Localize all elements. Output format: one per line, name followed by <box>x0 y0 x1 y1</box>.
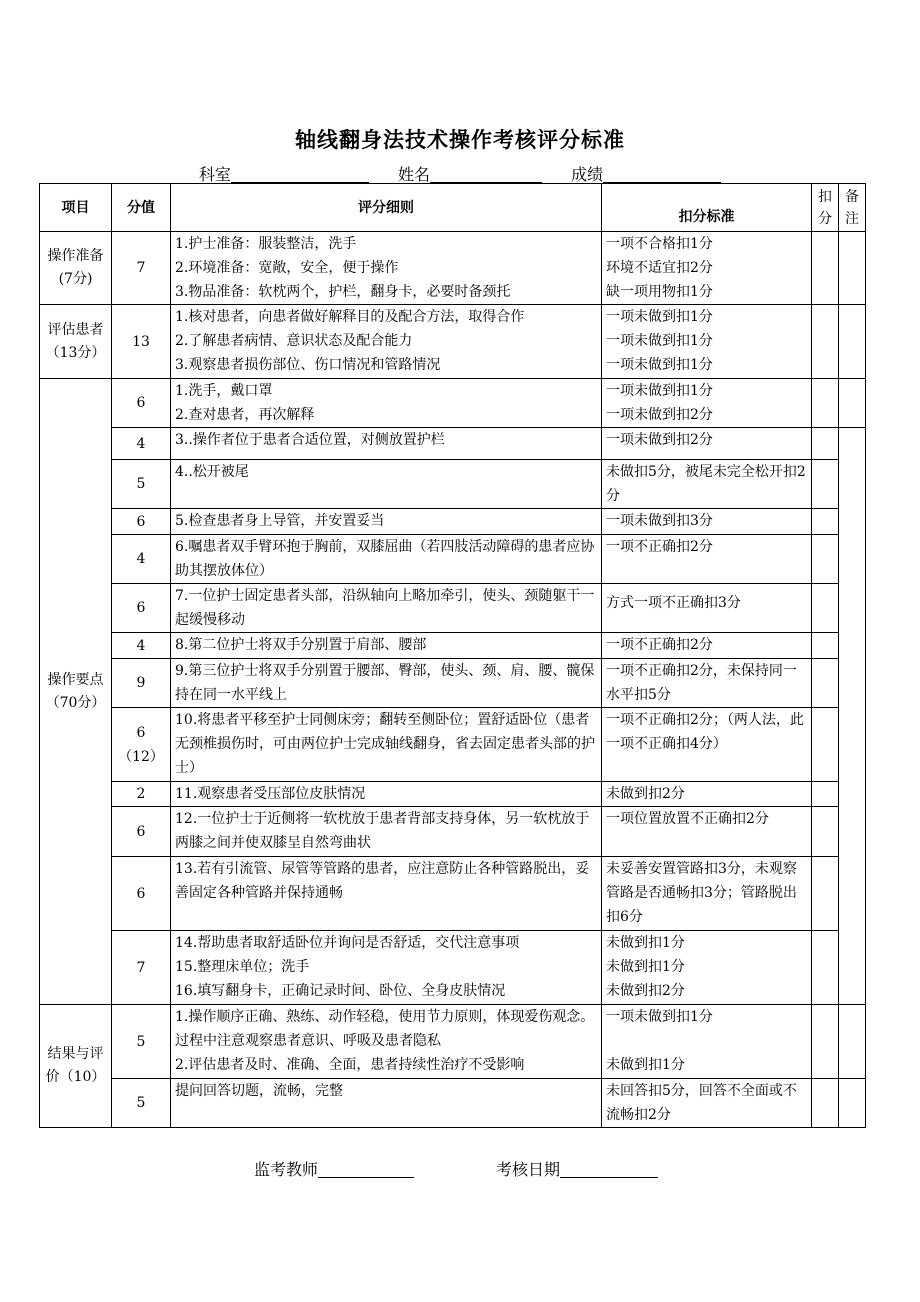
deduction-text: 未妥善安置管路扣3分，未观察管路是否通畅扣3分；管路脱出扣6分 <box>606 861 797 925</box>
detail-line: 3..操作者位于患者合适位置，对侧放置护栏 <box>175 432 445 448</box>
deduction-cell <box>602 305 812 379</box>
table-row <box>40 1005 866 1079</box>
category-cell: 操作要点（70分） <box>40 379 112 1005</box>
detail-cell <box>171 232 602 305</box>
examiner-blank <box>318 1161 414 1178</box>
detail-text: 1.操作顺序正确、熟练、动作轻稳，使用节力原则，体现爱伤观念。过程中注意观察患者意识、呼吸及患者隐私 <box>175 1009 595 1049</box>
deduction-spacer <box>606 1029 807 1053</box>
detail-text: 12.一位护士于近侧将一软枕放于患者背部支持身体，另一软枕放于两膝之间并使双膝呈自然弯曲状 <box>175 811 590 851</box>
deduct-points-cell <box>812 1079 839 1128</box>
deduction-line: 一项未做到扣1分 <box>606 1009 713 1025</box>
category-cell: 结果与评价（10） <box>40 1005 112 1128</box>
deduct-points-cell <box>812 584 839 633</box>
deduction-cell <box>602 633 812 659</box>
deduction-cell <box>602 782 812 807</box>
detail-cell <box>171 379 602 428</box>
deduct-points-cell <box>812 379 839 428</box>
date-blank <box>560 1161 658 1178</box>
deduction-cell <box>602 428 812 460</box>
table-row <box>40 708 866 782</box>
detail-cell <box>171 509 602 535</box>
deduct-points-cell <box>812 807 839 857</box>
score-field <box>571 165 721 184</box>
detail-line: 1.洗手，戴口罩 <box>175 383 273 399</box>
category-cell: 评估患者（13分） <box>40 305 112 379</box>
deduct-points-cell <box>812 708 839 782</box>
score-blank <box>603 166 721 183</box>
deduction-text: 未做扣5分，被尾未完全松开扣2分 <box>606 464 806 504</box>
header-remarks: 备注 <box>839 184 866 232</box>
page-title: 轴线翻身法技术操作考核评分标准 <box>295 127 625 152</box>
exam-info-line <box>0 162 920 185</box>
table-row <box>40 428 866 460</box>
table-row <box>40 584 866 633</box>
deduction-text: 未回答扣5分，回答不全面或不流畅扣2分 <box>606 1083 797 1123</box>
table-row <box>40 633 866 659</box>
name-blank <box>430 166 542 183</box>
score-cell: 4 <box>112 535 171 584</box>
table-row <box>40 379 866 428</box>
detail-line: 4..松开被尾 <box>175 464 249 480</box>
detail-line: 提问回答切题，流畅，完整 <box>175 1083 343 1099</box>
table-row <box>40 460 866 509</box>
deduct-points-cell <box>812 305 839 379</box>
score-cell: 6 <box>112 584 171 633</box>
score-cell: 4 <box>112 428 171 460</box>
deduction-cell <box>602 535 812 584</box>
deduction-line: 一项不合格扣1分 <box>606 236 713 252</box>
deduction-line: 一项未做到扣3分 <box>606 513 713 529</box>
detail-line: 2.环境准备：宽敞，安全，便于操作 <box>175 260 399 276</box>
deduction-line: 一项未做到扣1分 <box>606 357 713 373</box>
deduction-line: 一项未做到扣2分 <box>606 432 713 448</box>
detail-cell <box>171 460 602 509</box>
name-field <box>398 165 542 184</box>
deduction-cell <box>602 232 812 305</box>
deduction-cell <box>602 659 812 708</box>
detail-cell <box>171 428 602 460</box>
deduction-cell <box>602 807 812 857</box>
detail-cell <box>171 1005 602 1079</box>
dept-field <box>199 165 369 184</box>
deduct-points-cell <box>812 428 839 460</box>
examiner-field <box>254 1157 414 1180</box>
table-row <box>40 509 866 535</box>
score-cell: 9 <box>112 659 171 708</box>
score-cell: 5 <box>112 1079 171 1128</box>
deduction-cell <box>602 509 812 535</box>
score-cell: 5 <box>112 1005 171 1079</box>
score-cell: 5 <box>112 460 171 509</box>
detail-text: 9.第三位护士将双手分别置于腰部、臀部，使头、颈、肩、腰、髋保持在同一水平线上 <box>175 663 595 703</box>
deduction-cell <box>602 584 812 633</box>
detail-line: 8.第二位护士将双手分别置于肩部、腰部 <box>175 637 427 653</box>
remarks-cell <box>839 232 866 305</box>
detail-cell <box>171 708 602 782</box>
date-field <box>496 1157 658 1180</box>
remarks-cell <box>839 428 866 1005</box>
deduction-line: 环境不适宜扣2分 <box>606 260 713 276</box>
examiner-label: 监考教师 <box>254 1160 319 1179</box>
detail-line: 3.观察患者损伤部位、伤口情况和管路情况 <box>175 357 441 373</box>
deduction-cell <box>602 857 812 931</box>
deduction-cell <box>602 460 812 509</box>
deduction-line: 未做到扣1分 <box>606 1057 685 1073</box>
deduction-line: 一项不正确扣2分 <box>606 637 713 653</box>
header-score: 分值 <box>112 184 171 232</box>
detail-line: 1.核对患者，向患者做好解释目的及配合方法，取得合作 <box>175 309 525 325</box>
detail-line: 2.评估患者及时、准确、全面，患者持续性治疗不受影响 <box>175 1057 525 1073</box>
header-row <box>40 184 866 232</box>
score-cell: 7 <box>112 232 171 305</box>
scoring-table <box>39 183 866 1128</box>
detail-cell <box>171 535 602 584</box>
detail-cell <box>171 659 602 708</box>
detail-cell <box>171 782 602 807</box>
detail-line: 5.检查患者身上导管，并安置妥当 <box>175 513 385 529</box>
deduction-line: 未做到扣2分 <box>606 983 685 999</box>
detail-cell <box>171 633 602 659</box>
deduction-text: 一项不正确扣2分，未保持同一水平扣5分 <box>606 663 797 703</box>
deduction-line: 未做到扣1分 <box>606 935 685 951</box>
deduction-line: 方式一项不正确扣3分 <box>606 595 741 611</box>
detail-text: 7.一位护士固定患者头部，沿纵轴向上略加牵引，使头、颈随躯干一起缓慢移动 <box>175 588 595 628</box>
remarks-cell <box>839 1079 866 1128</box>
remarks-cell <box>839 379 866 428</box>
deduction-line: 未做到扣1分 <box>606 959 685 975</box>
deduction-line: 一项未做到扣1分 <box>606 309 713 325</box>
detail-cell <box>171 305 602 379</box>
detail-line: 2.了解患者病情、意识状态及配合能力 <box>175 333 413 349</box>
deduct-points-cell <box>812 535 839 584</box>
detail-cell <box>171 1079 602 1128</box>
header-deduction: 扣分标准 <box>602 184 812 232</box>
detail-line: 14.帮助患者取舒适卧位并询问是否舒适，交代注意事项 <box>175 935 520 951</box>
detail-line: 2.查对患者，再次解释 <box>175 407 315 423</box>
score-cell: 2 <box>112 782 171 807</box>
detail-cell <box>171 857 602 931</box>
detail-cell <box>171 807 602 857</box>
deduction-line: 一项不正确扣2分 <box>606 539 713 555</box>
score-cell: 6 <box>112 379 171 428</box>
category-cell: 操作准备(7分) <box>40 232 112 305</box>
header-deduct-points: 扣分 <box>812 184 839 232</box>
deduct-points-cell <box>812 460 839 509</box>
score-cell: 4 <box>112 633 171 659</box>
table-row <box>40 931 866 1005</box>
score-value: 6 <box>136 724 146 741</box>
table-row <box>40 535 866 584</box>
detail-text: 13.若有引流管、尿管等管路的患者，应注意防止各种管路脱出，妥善固定各种管路并保持通畅 <box>175 861 590 901</box>
score-cell <box>112 708 171 782</box>
detail-text: 10.将患者平移至护士同侧床旁；翻转至侧卧位；置舒适卧位（患者无颈椎损伤时，可由两位护士完成轴线翻身，省去固定患者头部的护士） <box>175 712 595 776</box>
deduction-cell <box>602 379 812 428</box>
detail-cell <box>171 584 602 633</box>
deduct-points-cell <box>812 857 839 931</box>
table-row <box>40 305 866 379</box>
deduct-points-cell <box>812 509 839 535</box>
score-cell: 6 <box>112 807 171 857</box>
deduction-cell <box>602 931 812 1005</box>
deduct-points-cell <box>812 633 839 659</box>
remarks-cell <box>839 1005 866 1079</box>
detail-cell <box>171 931 602 1005</box>
score-cell: 13 <box>112 305 171 379</box>
deduct-points-cell <box>812 931 839 1005</box>
date-label: 考核日期 <box>496 1160 561 1179</box>
table-row <box>40 782 866 807</box>
deduction-line: 一项未做到扣1分 <box>606 383 713 399</box>
deduction-line: 未做到扣2分 <box>606 786 685 802</box>
deduction-cell <box>602 1079 812 1128</box>
deduct-points-cell <box>812 232 839 305</box>
detail-line: 1.护士准备：服装整洁，洗手 <box>175 236 357 252</box>
score-note: （12） <box>118 748 164 765</box>
name-label: 姓名 <box>397 165 430 184</box>
dept-label: 科室 <box>198 165 231 184</box>
table-row <box>40 1079 866 1128</box>
header-detail: 评分细则 <box>171 184 602 232</box>
deduct-points-cell <box>812 1005 839 1079</box>
score-label: 成绩 <box>571 165 604 184</box>
score-cell: 7 <box>112 931 171 1005</box>
deduction-cell <box>602 708 812 782</box>
table-row <box>40 807 866 857</box>
deduction-text: 一项不正确扣2分；（两人法，此一项不正确扣4分） <box>606 712 804 752</box>
deduct-points-cell <box>812 659 839 708</box>
detail-line: 3.物品准备：软枕两个，护栏，翻身卡，必要时备颈托 <box>175 284 511 300</box>
dept-blank <box>231 166 369 183</box>
detail-text: 6.嘱患者双手臂环抱于胸前，双膝屈曲（若四肢活动障碍的患者应协助其摆放体位） <box>175 539 595 579</box>
detail-line: 16.填写翻身卡，正确记录时间、卧位、全身皮肤情况 <box>175 983 506 999</box>
deduction-line: 一项未做到扣2分 <box>606 407 713 423</box>
detail-line: 11.观察患者受压部位皮肤情况 <box>175 786 366 802</box>
deduction-line: 一项未做到扣1分 <box>606 333 713 349</box>
deduct-points-cell <box>812 782 839 807</box>
score-cell: 6 <box>112 857 171 931</box>
detail-line: 15.整理床单位；洗手 <box>175 959 310 975</box>
header-item: 项目 <box>40 184 112 232</box>
deduction-text: 一项位置放置不正确扣2分 <box>606 811 769 827</box>
deduction-line: 缺一项用物扣1分 <box>606 284 713 300</box>
table-row <box>40 857 866 931</box>
table-row <box>40 232 866 305</box>
score-cell: 6 <box>112 509 171 535</box>
remarks-cell <box>839 305 866 379</box>
deduction-cell <box>602 1005 812 1079</box>
table-row <box>40 659 866 708</box>
